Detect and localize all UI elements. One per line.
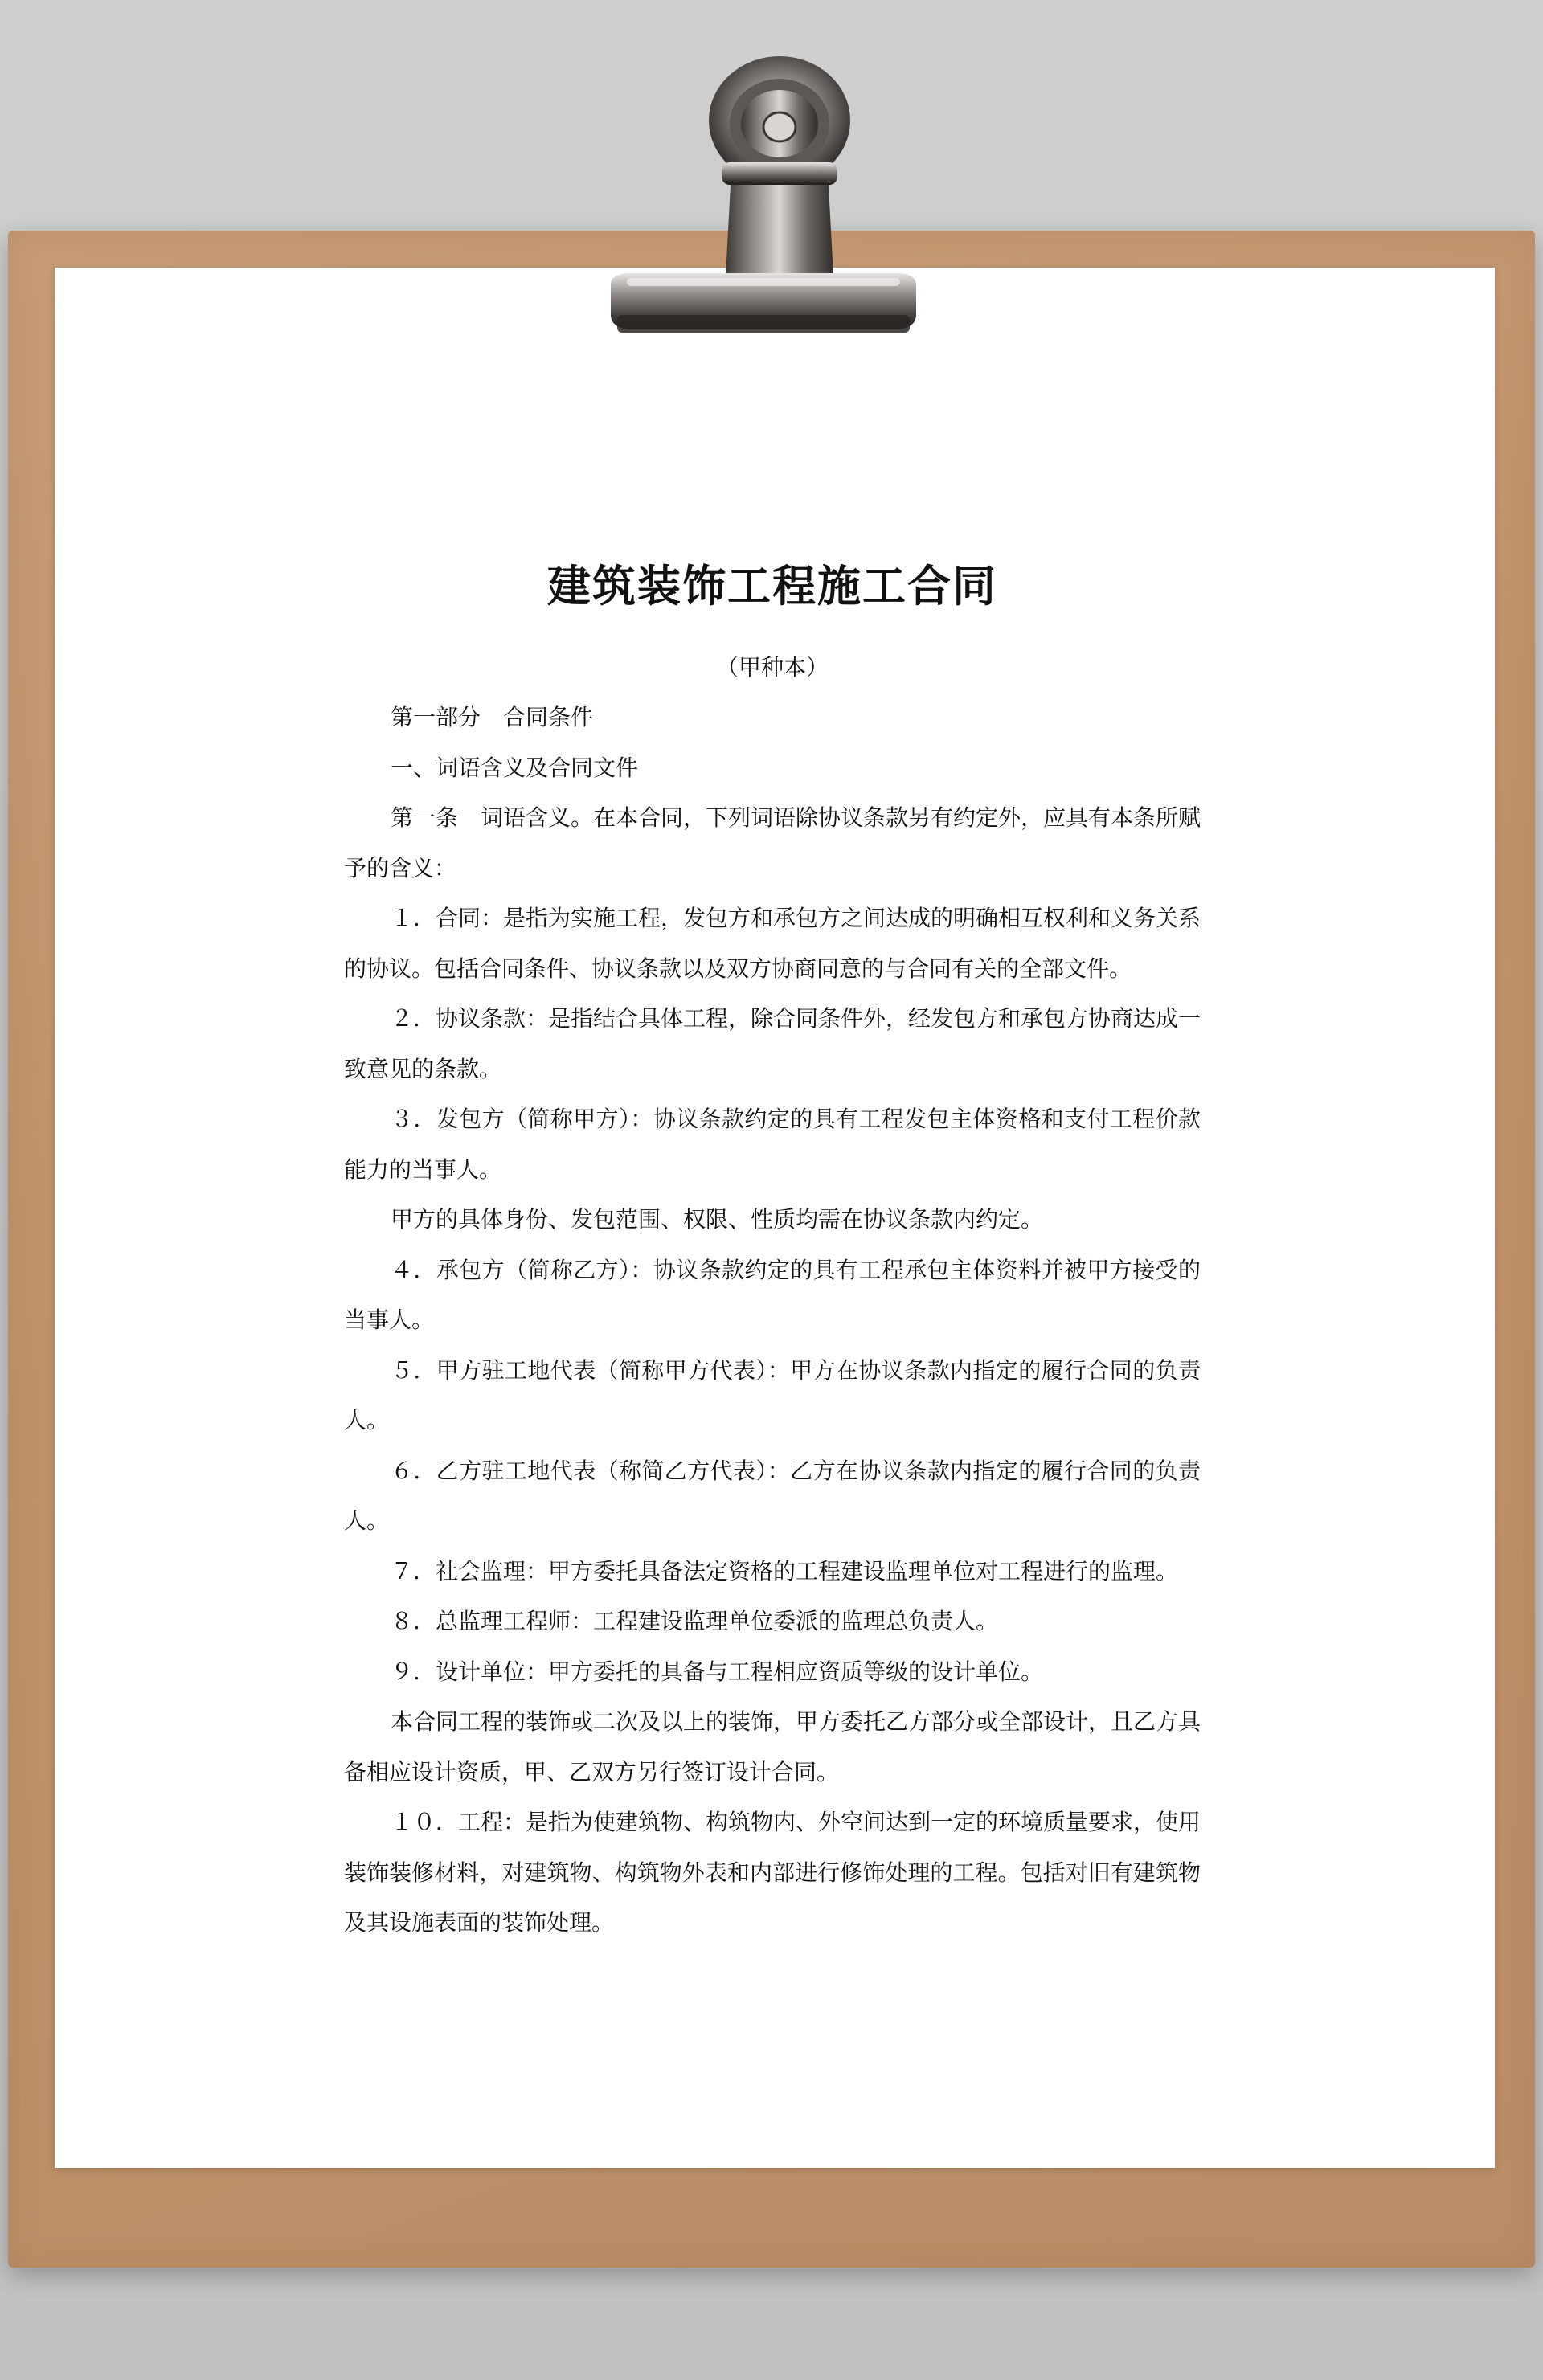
contract-document <box>344 554 1201 1949</box>
clause-paragraph: １．合同：是指为实施工程，发包方和承包方之间达成的明确相互权利和义务关系的协议。包括合同条件、协议条款以及双方协商同意的与合同有关的全部文件。 <box>344 905 1201 982</box>
document-subtitle: （甲种本） <box>715 654 829 681</box>
section-heading: 第一部分 合同条件 <box>391 704 594 730</box>
clause-paragraph: ４．承包方（简称乙方）：协议条款约定的具有工程承包主体资料并被甲方接受的当事人。 <box>344 1256 1201 1333</box>
subsection-heading: 一、词语含义及合同文件 <box>391 754 639 781</box>
clause-paragraph: ９．设计单位：甲方委托的具备与工程相应资质等级的设计单位。 <box>391 1658 1044 1685</box>
clause-paragraph: ８．总监理工程师：工程建设监理单位委派的监理总负责人。 <box>391 1608 999 1634</box>
clause-paragraph: 本合同工程的装饰或二次及以上的装饰，甲方委托乙方部分或全部设计，且乙方具备相应设计资质，甲、乙双方另行签订设计合同。 <box>344 1708 1201 1785</box>
clause-paragraph: ５．甲方驻工地代表（简称甲方代表）：甲方在协议条款内指定的履行合同的负责人。 <box>344 1356 1201 1433</box>
clause-paragraph: 甲方的具体身份、发包范围、权限、性质均需在协议条款内约定。 <box>391 1206 1044 1233</box>
article-paragraph: 第一条 词语含义。在本合同，下列词语除协议条款另有约定外，应具有本条所赋予的含义： <box>344 804 1201 881</box>
clause-paragraph: １０．工程：是指为使建筑物、构筑物内、外空间达到一定的环境质量要求，使用装饰装修材料，对建筑物、构筑物外表和内部进行修饰处理的工程。包括对旧有建筑物及其设施表面的装饰处理。 <box>344 1809 1201 1936</box>
document-title: 建筑装饰工程施工合同 <box>547 561 997 611</box>
clause-paragraph: ６．乙方驻工地代表（称简乙方代表）：乙方在协议条款内指定的履行合同的负责人。 <box>344 1457 1201 1534</box>
clause-paragraph: ２．协议条款：是指结合具体工程，除合同条件外，经发包方和承包方协商达成一致意见的条款。 <box>344 1005 1201 1082</box>
binder-clip-icon <box>579 50 948 355</box>
clause-paragraph: ３．发包方（简称甲方）：协议条款约定的具有工程发包主体资格和支付工程价款能力的当事人。 <box>344 1106 1201 1183</box>
clause-paragraph: ７．社会监理：甲方委托具备法定资格的工程建设监理单位对工程进行的监理。 <box>391 1557 1179 1585</box>
